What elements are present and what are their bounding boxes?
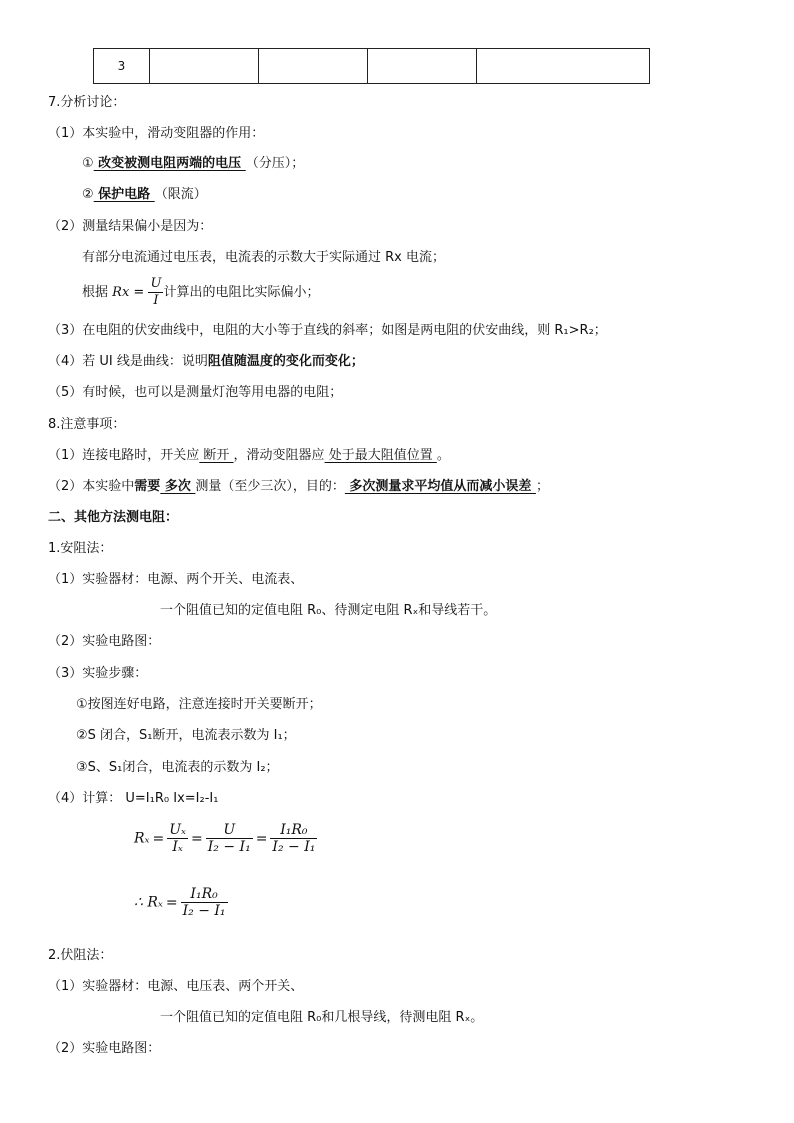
fraction-denominator: I₂ − I₁ bbox=[272, 839, 316, 855]
fraction-denominator: I₂ − I₁ bbox=[182, 903, 226, 919]
answer-blank: 多次 bbox=[160, 479, 196, 494]
bold-text: 需要 bbox=[134, 479, 161, 494]
text: 根据 bbox=[82, 285, 109, 300]
table-cell bbox=[477, 49, 650, 84]
fraction bbox=[181, 886, 228, 919]
bold-text: 阻值随温度的变化而变化； bbox=[207, 354, 364, 369]
text: （2）本实验中 bbox=[48, 479, 135, 494]
m1-equipment: （1）实验器材：电源、两个开关、电流表、 bbox=[48, 572, 304, 587]
s7-item-3: （3）在电阻的伏安曲线中，电阻的大小等于直线的斜率；如图是两电阻的伏安曲线，则 R₁>R₂； bbox=[48, 323, 607, 338]
answer-blank: 多次测量求平均值从而减小误差 bbox=[344, 479, 536, 494]
method-2-title: 2.伏阻法： bbox=[48, 948, 113, 963]
m1-calc: （4）计算： U=I₁R₀ Ix=I₂-I₁ bbox=[48, 791, 219, 806]
circled-number: ② bbox=[82, 187, 94, 202]
s7-item-1b bbox=[82, 187, 207, 203]
fraction bbox=[270, 822, 317, 855]
answer-blank: 处于最大阻值位置 bbox=[324, 448, 437, 463]
text: 计算出的电阻比实际偏小； bbox=[163, 285, 320, 300]
m1-step-3: ③S、S₁闭合，电流表的示数为 I₂； bbox=[76, 760, 279, 775]
m1-steps-title: （3）实验步骤： bbox=[48, 666, 148, 681]
s7-item-1a bbox=[82, 156, 304, 172]
s8-item-2 bbox=[48, 479, 549, 495]
note-text: （限流） bbox=[154, 187, 207, 202]
fraction-numerator: Uₓ bbox=[169, 822, 187, 838]
s7-item-5: （5）有时候，也可以是测量灯泡等用电器的电阻； bbox=[48, 385, 343, 400]
table-cell bbox=[259, 49, 368, 84]
fraction bbox=[206, 822, 253, 855]
answer-blank: 保护电路 bbox=[93, 187, 155, 202]
answer-blank: 断开 bbox=[199, 448, 234, 463]
s7-item-2: （2）测量结果偏小是因为： bbox=[48, 219, 213, 234]
s7-item-1: （1）本实验中，滑动变阻器的作用： bbox=[48, 126, 265, 141]
fraction-numerator: I₁R₀ bbox=[270, 822, 317, 839]
text: （4）若 UI 线是曲线：说明 bbox=[48, 354, 208, 369]
m1-equipment-cont: 一个阻值已知的定值电阻 R₀、待测定电阻 Rₓ和导线若干。 bbox=[160, 603, 497, 618]
equation-lhs: ∴ Rₓ bbox=[134, 894, 163, 911]
formula-fraction bbox=[148, 276, 163, 309]
fraction-numerator: U bbox=[150, 276, 162, 291]
formula-lhs: Rx bbox=[112, 285, 130, 300]
fraction-numerator: I₁R₀ bbox=[181, 886, 228, 903]
equation-lhs: Rₓ bbox=[134, 830, 150, 847]
text: ，滑动变阻器应 bbox=[233, 448, 325, 463]
table-row bbox=[94, 49, 650, 84]
fraction-denominator: Iₓ bbox=[172, 839, 183, 855]
text: （1）连接电路时，开关应 bbox=[48, 448, 200, 463]
part-2-title: 二、其他方法测电阻： bbox=[48, 510, 179, 525]
s7-item-2a: 有部分电流通过电压表，电流表的示数大于实际通过 Rx 电流； bbox=[82, 250, 445, 265]
method-1-title: 1.安阻法： bbox=[48, 541, 113, 556]
equals-sign: = bbox=[255, 830, 268, 847]
section-7-title: 7.分析讨论： bbox=[48, 95, 126, 110]
m2-circuit-diagram-label: （2）实验电路图： bbox=[48, 1041, 161, 1056]
m1-equation-2 bbox=[134, 886, 228, 919]
equals-sign: = bbox=[165, 894, 178, 911]
equals-sign: = bbox=[191, 830, 203, 847]
fraction-denominator: I bbox=[153, 293, 159, 308]
fraction-numerator: U bbox=[206, 822, 253, 839]
table-cell-index: 3 bbox=[94, 49, 150, 84]
note-text: （分压）； bbox=[245, 156, 305, 171]
s7-item-4 bbox=[48, 354, 364, 370]
fraction-denominator: I₂ − I₁ bbox=[207, 839, 251, 855]
data-table bbox=[93, 48, 650, 84]
m1-step-1: ①按图连好电路，注意连接时开关要断开； bbox=[76, 697, 322, 712]
text: 。 bbox=[436, 448, 450, 463]
s7-item-2b bbox=[82, 276, 319, 310]
circled-number: ① bbox=[82, 156, 94, 171]
m2-equipment-cont: 一个阻值已知的定值电阻 R₀和几根导线，待测电阻 Rₓ。 bbox=[160, 1010, 484, 1025]
m1-circuit-diagram-label: （2）实验电路图： bbox=[48, 634, 161, 649]
equals-sign: = bbox=[133, 285, 145, 300]
table-cell bbox=[368, 49, 477, 84]
text: ； bbox=[535, 479, 549, 494]
section-8-title: 8.注意事项： bbox=[48, 417, 126, 432]
m1-equation-1 bbox=[134, 822, 317, 855]
answer-blank: 改变被测电阻两端的电压 bbox=[93, 156, 246, 171]
equals-sign: = bbox=[152, 830, 165, 847]
s8-item-1 bbox=[48, 448, 450, 464]
fraction bbox=[167, 822, 188, 855]
m1-step-2: ②S 闭合，S₁断开，电流表示数为 I₁； bbox=[76, 728, 296, 743]
table-cell bbox=[150, 49, 259, 84]
m2-equipment: （1）实验器材：电源、电压表、两个开关、 bbox=[48, 979, 304, 994]
text: 测量（至少三次），目的： bbox=[195, 479, 345, 494]
